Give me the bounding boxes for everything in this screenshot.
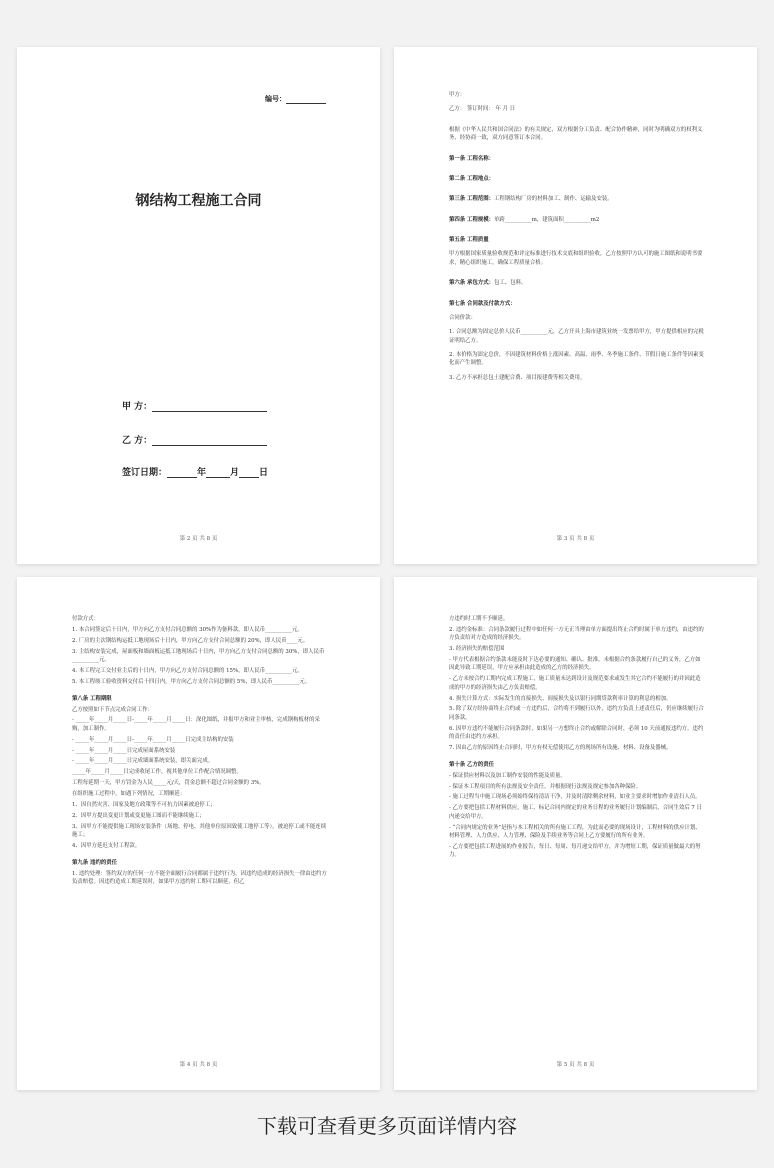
clause-heading: 第九条 违约的责任 xyxy=(72,859,118,866)
clause-heading: 第三条 工程范围： xyxy=(449,196,495,203)
serial-blank xyxy=(286,96,326,104)
page-body xyxy=(72,615,327,889)
party-b-line xyxy=(122,433,267,446)
contract-title: 钢结构工程施工合同 xyxy=(135,193,262,209)
page-footer: 第 3 页 共 8 页 xyxy=(556,536,595,542)
body-paragraph: 1. 本合同签定后十日内，甲方向乙方支付合同总额的 30%作为备料款，即人民币__________元。 xyxy=(72,626,303,633)
day-blank xyxy=(239,468,259,478)
clause-heading: 第五条 工程质量 xyxy=(449,237,489,243)
clause-line xyxy=(449,279,704,287)
body-paragraph: 3. 乙方不承担总包土建配合费、项目报建费等相关费用。 xyxy=(449,374,586,381)
clause-line xyxy=(449,195,704,203)
clause-heading: 第二条 工程地点： xyxy=(449,175,495,182)
body-paragraph: 甲方根据国家质量验收规范和评定标准进行技术交底和组织验收，乙方按照甲方认可的施工图纸和说明书要求，精心组织施工，确保工程质量合格。 xyxy=(449,251,703,266)
body-paragraph: - _____年_____月_____日-_____年_____月_____日完成主结构的安装 xyxy=(72,736,234,743)
body-paragraph: 5. 本工程竣工验收资料交付后十四日内，甲方向乙方支付合同总额的 5%，即人民币__________元。 xyxy=(72,678,311,685)
body-paragraph: - 施工过程当中施工现场必须始终保持清洁干净，并及时清除剩余材料，如业主要求时增加作业清扫人员。 xyxy=(449,794,701,801)
body-paragraph: 1、因自然灾害、国家及地方政策等不可抗力因素被迫停工； xyxy=(72,801,216,808)
body-paragraph: 2、因甲方提出变更计划或变更施工图而不能继续施工； xyxy=(72,812,205,819)
body-paragraph: 乙方按照如下节点完成合同工作： xyxy=(72,706,153,713)
body-paragraph: - 保证供应材料以及加工制作安装的性能及质量。 xyxy=(449,772,566,779)
body-paragraph: 甲方： xyxy=(449,92,466,98)
body-paragraph: 合同价款： xyxy=(449,314,476,321)
body-paragraph: 2. 违约金标准：合同条款履行过程中如任何一方无正当理由单方面提出终止合约时属于单方违约，由违约的方负责给对方造成的经济损失。 xyxy=(449,626,704,642)
sign-date-label: 签订日期： xyxy=(122,468,168,478)
body-paragraph: 1. 违约处理：签约双方的任何一方不能全面履行合同都属于违约行为，因违约造成的经济损失一律由违约方负责赔偿。因违约造成工期延误时，如果甲方违约时工期可以顺延，但乙 xyxy=(72,870,327,885)
serial-number xyxy=(265,94,326,104)
body-paragraph: 3. 主结构安装完成，屋面板和墙面板运抵工地现场后十日内，甲方向乙方支付合同总额的 30%，即人民币__________元。 xyxy=(72,648,325,663)
day-label: 日 xyxy=(259,468,269,478)
clause-heading: 第七条 合同款及付款方式： xyxy=(449,300,516,307)
body-paragraph: 4. 本工程完工交付业主后的十日内，甲方向乙方支付合同总额的 15%，即人民币__________元。 xyxy=(72,667,303,674)
clause-heading: 第十条 乙方的责任 xyxy=(449,761,495,768)
body-paragraph: - 甲方代表根据合约条款未能及时下达必要的通知、确认、批准，未根据合约条款履行自己的义务，乙方如因此导致工期延误，甲方应承担由此造成的乙方的经济损失。 xyxy=(449,657,701,672)
party-a-blank xyxy=(152,402,267,412)
clause-heading: 第四条 工程规模： xyxy=(449,216,495,223)
download-caption: 下载可查看更多页面详情内容 xyxy=(257,1114,517,1138)
body-paragraph: 1. 合同总额为固定总价人民币__________元，乙方开具上海市建筑业统一发票给甲方，甲方提供相应的完税证明给乙方。 xyxy=(449,329,704,344)
body-paragraph: 3. 经济损失的赔偿范围 xyxy=(449,646,505,653)
month-blank xyxy=(206,468,230,478)
body-paragraph: 4. 损失计算方式：实际发生的直接损失、间接损失及以银行同期贷款利率计算的利息的相加。 xyxy=(449,695,672,702)
clause-heading: 第六条 承包方式： xyxy=(449,280,495,287)
contract-page-5 xyxy=(394,577,757,1090)
party-b-label: 乙 方： xyxy=(122,436,153,446)
body-paragraph: - _____年_____月_____日-_____年_____月_____日：深化图纸，并报甲方和业主审核，完成钢构板材的采购，加工制作。 xyxy=(72,717,320,732)
body-paragraph: - _____年_____月_____日完成屋面系统安装 xyxy=(72,747,176,754)
body-paragraph: - 保证本工程项目的所有法规及安全责任，并根据现行法规及规定参加各种保险。 xyxy=(449,783,642,790)
contract-page-4 xyxy=(17,577,380,1090)
body-paragraph: - 乙方要把包括工程材料供应，施工，标记合同内规定的业务日程的业务履行计划编制后，合同生效后 7 日内递交给甲方。 xyxy=(449,805,702,820)
month-label: 月 xyxy=(230,468,240,478)
party-a-label: 甲 方： xyxy=(122,402,153,412)
clause-text: 工程钢结构厂房的材料加工、制作、运输及安装。 xyxy=(494,196,613,203)
party-a-line xyxy=(122,399,267,412)
body-paragraph: 工程每延期一天，甲方罚金为人民_____元/天，罚金总额不超过合同金额的 3%。 xyxy=(72,780,265,787)
body-paragraph: 在组织施工过程中，如遇下列情况，工期顺延： xyxy=(72,791,186,797)
page-body xyxy=(449,91,704,388)
body-paragraph: 付款方式： xyxy=(72,616,99,622)
sign-date-line xyxy=(122,465,268,478)
clause-heading: 第八条 工程期限 xyxy=(72,695,112,702)
body-paragraph: 根据《中华人民共和国合同法》的有关规定，双方根据分工负责、配合协作精神，同时为明确双方的权利义务，经协商一致，双方同意签订本合同。 xyxy=(449,126,703,142)
body-paragraph: _____年_____月_____日完成收尾工作，视其他单位工作配合情况调整。 xyxy=(72,769,242,776)
page-footer: 第 4 页 共 8 页 xyxy=(179,1062,218,1068)
clause-text: 单跨__________m，建筑面积__________m2 xyxy=(494,216,600,223)
body-paragraph: 6. 因甲方违约不能履行合同条款时，如果另一方想终止合约或解除合同时，必须 10 天前通报违约方，违约的责任由违约方承担。 xyxy=(449,725,704,740)
contract-page-3 xyxy=(394,47,757,564)
serial-label: 编号： xyxy=(265,95,286,103)
body-paragraph: 2. 本价格为固定总价，不因建筑材料价格上涨因素、高温、雨季、冬季施工条件、节假日施工条件等因素变化而产生调整。 xyxy=(449,352,704,367)
body-paragraph: - “合同内规定的业务”是指与本工程相关的所有施工工程，为此而必要的现场设计，工程材料的供应计划、材料管理、人力供应、人力管理、保险及手续业务等合同上乙方要履行的所有业务。 xyxy=(449,824,701,839)
body-paragraph: 7. 因由乙方的原因终止合同时，甲方有权无偿使用乙方的现场所有设施、材料、设备及器械。 xyxy=(449,744,672,751)
body-paragraph: 2. 厂房的主次钢结构运抵工地现场后十日内，甲方向乙方支付合同总额的 20%，即人民币____元。 xyxy=(72,637,309,644)
page-footer: 第 2 页 共 8 页 xyxy=(179,536,218,542)
body-paragraph: 方违约时工期不予顺延。 xyxy=(449,616,509,622)
clause-text: 包工、包料。 xyxy=(494,280,527,287)
body-paragraph: - 乙方要把包括工程进展的作业报告，每日、每周、每月递交给甲方，并为增短工期，保证质量做最大的努力。 xyxy=(449,843,701,859)
clause-line xyxy=(449,216,704,224)
year-blank xyxy=(167,468,197,478)
party-b-blank xyxy=(152,436,267,446)
year-label: 年 xyxy=(197,468,207,478)
body-paragraph: 5. 除了双方经协商终止合约或一方违约后，合约将不到履行以外，违约方负责上述责任后，仍应继续履行合同条款。 xyxy=(449,706,704,721)
page-body xyxy=(449,615,704,862)
clause-heading: 第一条 工程名称： xyxy=(449,155,495,162)
body-paragraph: - _____年_____月_____日完成墙面系统安装，即关面完成。 xyxy=(72,758,213,765)
body-paragraph: - 乙方未按合约工期内完成工程施工，施工质量未达到设计及规范要求或发生其它合约不能履行的并因此造成的甲方的经济损失由乙方负责赔偿。 xyxy=(449,676,701,691)
body-paragraph: 4、因甲方延迟支付工程款。 xyxy=(72,842,141,849)
body-paragraph: 3、因甲方不能提供施工现场安装条件（场地、停电、其他单位原因致使工地停工等），被迫停工或不能连续施工； xyxy=(72,823,327,838)
body-paragraph: 乙方： 签订时间： 年 月 日 xyxy=(449,106,516,113)
page-footer: 第 5 页 共 8 页 xyxy=(556,1062,595,1068)
cover-page xyxy=(17,47,380,564)
